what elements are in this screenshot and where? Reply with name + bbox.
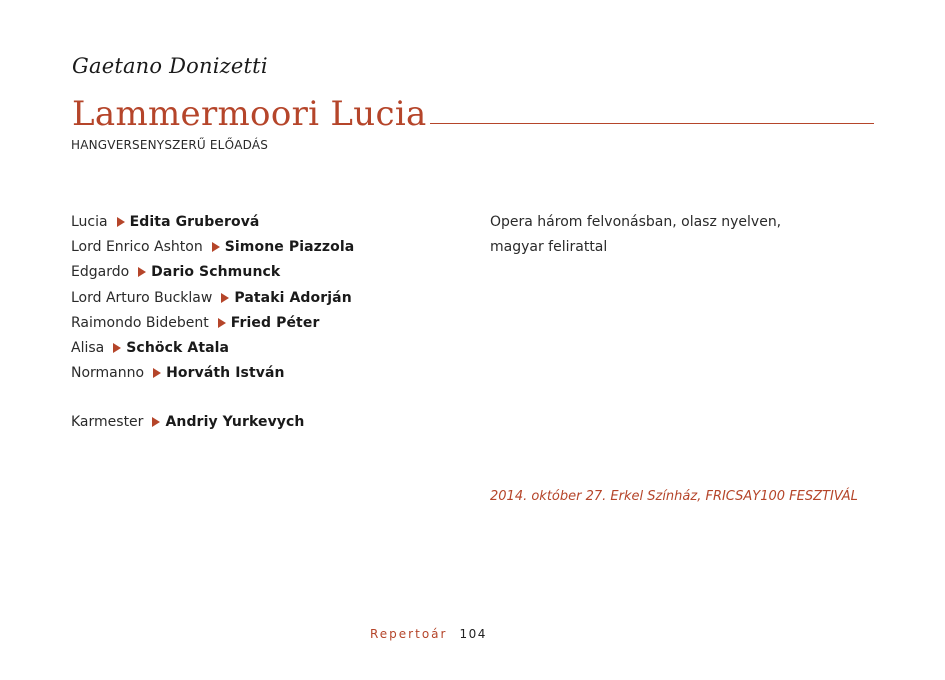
performer-name: Simone Piazzola — [224, 239, 355, 256]
conductor-row — [71, 410, 305, 435]
cast-row-edgardo — [71, 260, 471, 285]
description-line: magyar felirattal — [490, 239, 608, 256]
triangle-arrow-icon — [221, 293, 229, 303]
title-row — [72, 94, 874, 134]
performer-name: Dario Schmunck — [151, 264, 281, 281]
performer-name: Pataki Adorján — [234, 289, 352, 306]
performance-type: HANGVERSENYSZERŰ ELŐADÁS — [71, 138, 269, 152]
title-rule — [430, 123, 874, 124]
footer-section-name: Repertoár — [370, 627, 448, 641]
description-line: Opera három felvonásban, olasz nyelven, — [490, 214, 782, 230]
cast-row-alisa — [71, 336, 471, 361]
cast-row-enrico — [71, 235, 471, 260]
performer-name: Andriy Yurkevych — [165, 414, 305, 430]
performer-name: Fried Péter — [230, 314, 320, 331]
triangle-arrow-icon — [152, 417, 160, 427]
role-name: Lucia — [71, 214, 108, 230]
triangle-arrow-icon — [117, 217, 125, 227]
opera-description — [490, 210, 781, 260]
triangle-arrow-icon — [113, 343, 121, 353]
cast-row-arturo — [71, 286, 471, 311]
role-name: Karmester — [71, 414, 144, 430]
role-name: Lord Arturo Bucklaw — [71, 289, 213, 306]
page-number: 104 — [459, 627, 487, 641]
cast-row-raimondo — [71, 311, 471, 336]
performer-name: Horváth István — [166, 365, 285, 382]
cast-row-lucia — [71, 210, 471, 235]
composer-name: Gaetano Donizetti — [72, 54, 268, 78]
role-name: Raimondo Bidebent — [71, 314, 209, 331]
triangle-arrow-icon — [153, 368, 161, 378]
cast-row-normanno — [71, 361, 471, 386]
role-name: Edgardo — [71, 264, 130, 281]
triangle-arrow-icon — [212, 242, 220, 252]
triangle-arrow-icon — [218, 318, 226, 328]
event-info: 2014. október 27. Erkel Színház, FRICSAY100 FESZTIVÁL — [490, 489, 858, 504]
cast-list — [71, 210, 471, 386]
role-name: Normanno — [71, 365, 145, 382]
performer-name: Edita Gruberová — [129, 214, 260, 230]
performer-name: Schöck Atala — [126, 339, 230, 356]
triangle-arrow-icon — [138, 267, 146, 277]
page-title: Lammermoori Lucia — [72, 94, 427, 134]
role-name: Lord Enrico Ashton — [71, 239, 203, 256]
role-name: Alisa — [71, 339, 105, 356]
page-footer — [370, 627, 487, 641]
